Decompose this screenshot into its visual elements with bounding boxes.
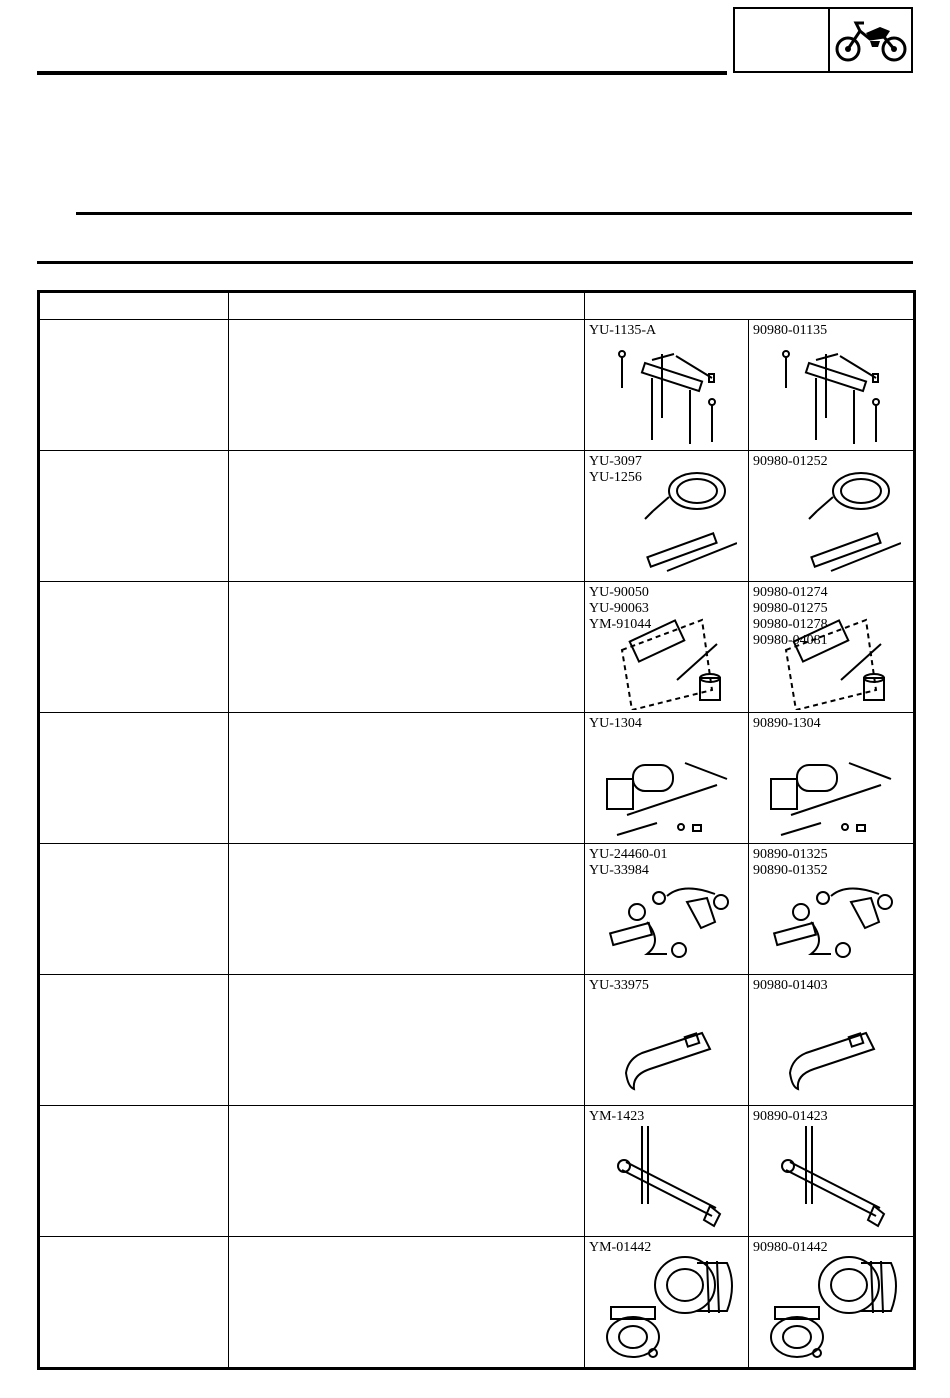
part-number: YU-33975 [589, 978, 649, 993]
header-rule [37, 71, 727, 75]
intl-part-number-cell [749, 975, 915, 1106]
part-number: 90890-01423 [753, 1109, 828, 1124]
us-part-number-cell [585, 1237, 749, 1369]
tool-description-cell [229, 320, 585, 451]
puller-icon [585, 348, 748, 448]
us-part-number-cell [585, 320, 749, 451]
tool-name-cell [39, 320, 229, 451]
intl-part-number-cell [749, 582, 915, 713]
dial-gauge-icon [585, 467, 748, 579]
tool-description-cell [229, 1106, 585, 1237]
part-number: YU-3097 [589, 454, 642, 469]
motorcycle-icon [830, 9, 911, 71]
tool-name-cell [39, 975, 229, 1106]
us-part-number-cell [585, 451, 749, 582]
tool-name-cell [39, 451, 229, 582]
table-row [39, 582, 915, 713]
table-row [39, 975, 915, 1106]
part-number: 90980-01274 [753, 585, 828, 600]
us-part-number-cell [585, 844, 749, 975]
puller-icon [749, 348, 913, 448]
table-row [39, 451, 915, 582]
radiator-tester-icon [585, 872, 748, 972]
intl-part-number-cell [749, 320, 915, 451]
part-number: 90980-04081 [753, 633, 828, 648]
part-number: 90980-01403 [753, 978, 828, 993]
part-number: YU-1256 [589, 470, 642, 485]
section-rule [76, 212, 912, 215]
badge-blank-box [735, 9, 830, 71]
part-number: YM-91044 [589, 617, 652, 632]
intl-part-number-cell [749, 844, 915, 975]
special-tools-table [37, 290, 916, 1370]
part-number: 90980-01442 [753, 1240, 828, 1255]
intl-part-number-cell [749, 1237, 915, 1369]
piston-pin-puller-icon [749, 745, 913, 841]
tool-description-cell [229, 1237, 585, 1369]
tool-name-cell [39, 844, 229, 975]
part-number: 90890-1304 [753, 716, 821, 731]
steering-nut-wrench-icon [749, 1013, 913, 1103]
header-cell [229, 292, 585, 320]
tool-name-cell [39, 582, 229, 713]
part-number: YM-01442 [589, 1240, 652, 1255]
part-number: YU-33984 [589, 863, 649, 878]
tool-description-cell [229, 451, 585, 582]
damper-rod-holder-icon [749, 1122, 913, 1234]
section-badge [733, 7, 913, 73]
table-row [39, 320, 915, 451]
part-number: 90890-01325 [753, 847, 828, 862]
intl-part-number-cell [749, 1106, 915, 1237]
part-number: 90980-01252 [753, 454, 828, 469]
fork-seal-driver-icon [585, 1241, 748, 1365]
part-number: 90980-01278 [753, 617, 828, 632]
part-number: 90980-01275 [753, 601, 828, 616]
tool-description-cell [229, 975, 585, 1106]
tool-name-cell [39, 1106, 229, 1237]
tool-name-cell [39, 713, 229, 844]
table-row [39, 844, 915, 975]
part-number: YU-90050 [589, 585, 649, 600]
table-row [39, 713, 915, 844]
bearing-installer-icon [749, 610, 913, 710]
tool-name-cell [39, 1237, 229, 1369]
part-number: YM-1423 [589, 1109, 645, 1124]
part-number: YU-24460-01 [589, 847, 668, 862]
part-number: 90890-01352 [753, 863, 828, 878]
header-cell [39, 292, 229, 320]
tool-description-cell [229, 582, 585, 713]
intl-part-number-cell [749, 713, 915, 844]
section-rule-lower [37, 261, 913, 264]
fork-seal-driver-icon [749, 1241, 913, 1365]
part-number: 90980-01135 [753, 323, 828, 338]
part-number: YU-90063 [589, 601, 649, 616]
table-header-row [39, 292, 915, 320]
us-part-number-cell [585, 713, 749, 844]
steering-nut-wrench-icon [585, 1013, 748, 1103]
radiator-tester-icon [749, 872, 913, 972]
us-part-number-cell [585, 975, 749, 1106]
damper-rod-holder-icon [585, 1122, 748, 1234]
table-row [39, 1106, 915, 1237]
intl-part-number-cell [749, 451, 915, 582]
tool-description-cell [229, 844, 585, 975]
piston-pin-puller-icon [585, 745, 748, 841]
bearing-installer-icon [585, 610, 748, 710]
dial-gauge-icon [749, 467, 913, 579]
tool-description-cell [229, 713, 585, 844]
us-part-number-cell [585, 582, 749, 713]
table-row [39, 1237, 915, 1369]
us-part-number-cell [585, 1106, 749, 1237]
part-number: YU-1304 [589, 716, 642, 731]
header-cell [585, 292, 915, 320]
part-number: YU-1135-A [589, 323, 657, 338]
